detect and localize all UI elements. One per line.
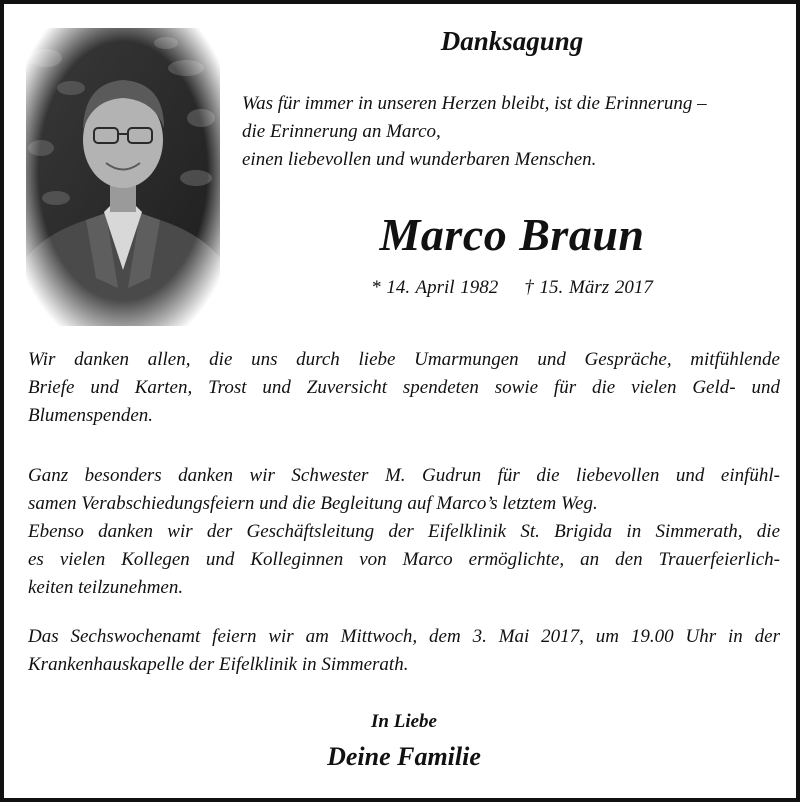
- portrait-photo: [26, 28, 220, 326]
- paragraph-line: Das Sechswochenamt feiern wir am Mittwoch, dem 3. Mai 2017, um 19.00 Uhr in der: [28, 626, 780, 647]
- closing-text: In Liebe: [371, 711, 437, 732]
- special-thanks-paragraph: [28, 462, 780, 602]
- intro-line: die Erinnerung an Marco,: [242, 121, 441, 142]
- paragraph-line: Wir danken allen, die uns durch liebe Umarmungen und Gespräche, mitfühlende: [28, 349, 780, 370]
- paragraph-line: es vielen Kollegen und Kolleginnen von Marco ermöglichte, an den Trauerfeierlich-: [28, 549, 780, 570]
- birth-date: * 14. April 1982: [371, 277, 499, 298]
- signature: Deine Familie: [327, 742, 481, 771]
- paragraph-line: Ebenso danken wir der Geschäftsleitung der Eifelklinik St. Brigida in Simmerath, die: [28, 521, 780, 542]
- heading: Danksagung: [440, 26, 584, 56]
- paragraph-line: Krankenhauskapelle der Eifelklinik in Simmerath.: [28, 654, 409, 675]
- paragraph-line: Blumenspenden.: [28, 405, 154, 426]
- life-dates: [234, 277, 790, 299]
- thanks-paragraph: [28, 346, 780, 430]
- paragraph-line: samen Verabschiedungsfeiern und die Begleitung auf Marco’s letztem Weg.: [28, 493, 598, 514]
- deceased-name: Marco Braun: [379, 209, 645, 260]
- paragraph-line: Briefe und Karten, Trost und Zuversicht spendeten sowie für die vielen Geld- und: [28, 377, 780, 398]
- paragraph-line: keiten teilzunehmen.: [28, 577, 184, 598]
- paragraph-line: Ganz besonders danken wir Schwester M. Gudrun für die liebevollen und einfühl-: [28, 465, 780, 486]
- death-date: † 15. März 2017: [524, 277, 653, 298]
- intro-line: einen liebevollen und wunderbaren Menschen.: [242, 149, 597, 170]
- intro-text: [242, 90, 800, 174]
- intro-line: Was für immer in unseren Herzen bleibt, ist die Erinnerung –: [242, 93, 707, 114]
- memorial-service-paragraph: [28, 623, 780, 679]
